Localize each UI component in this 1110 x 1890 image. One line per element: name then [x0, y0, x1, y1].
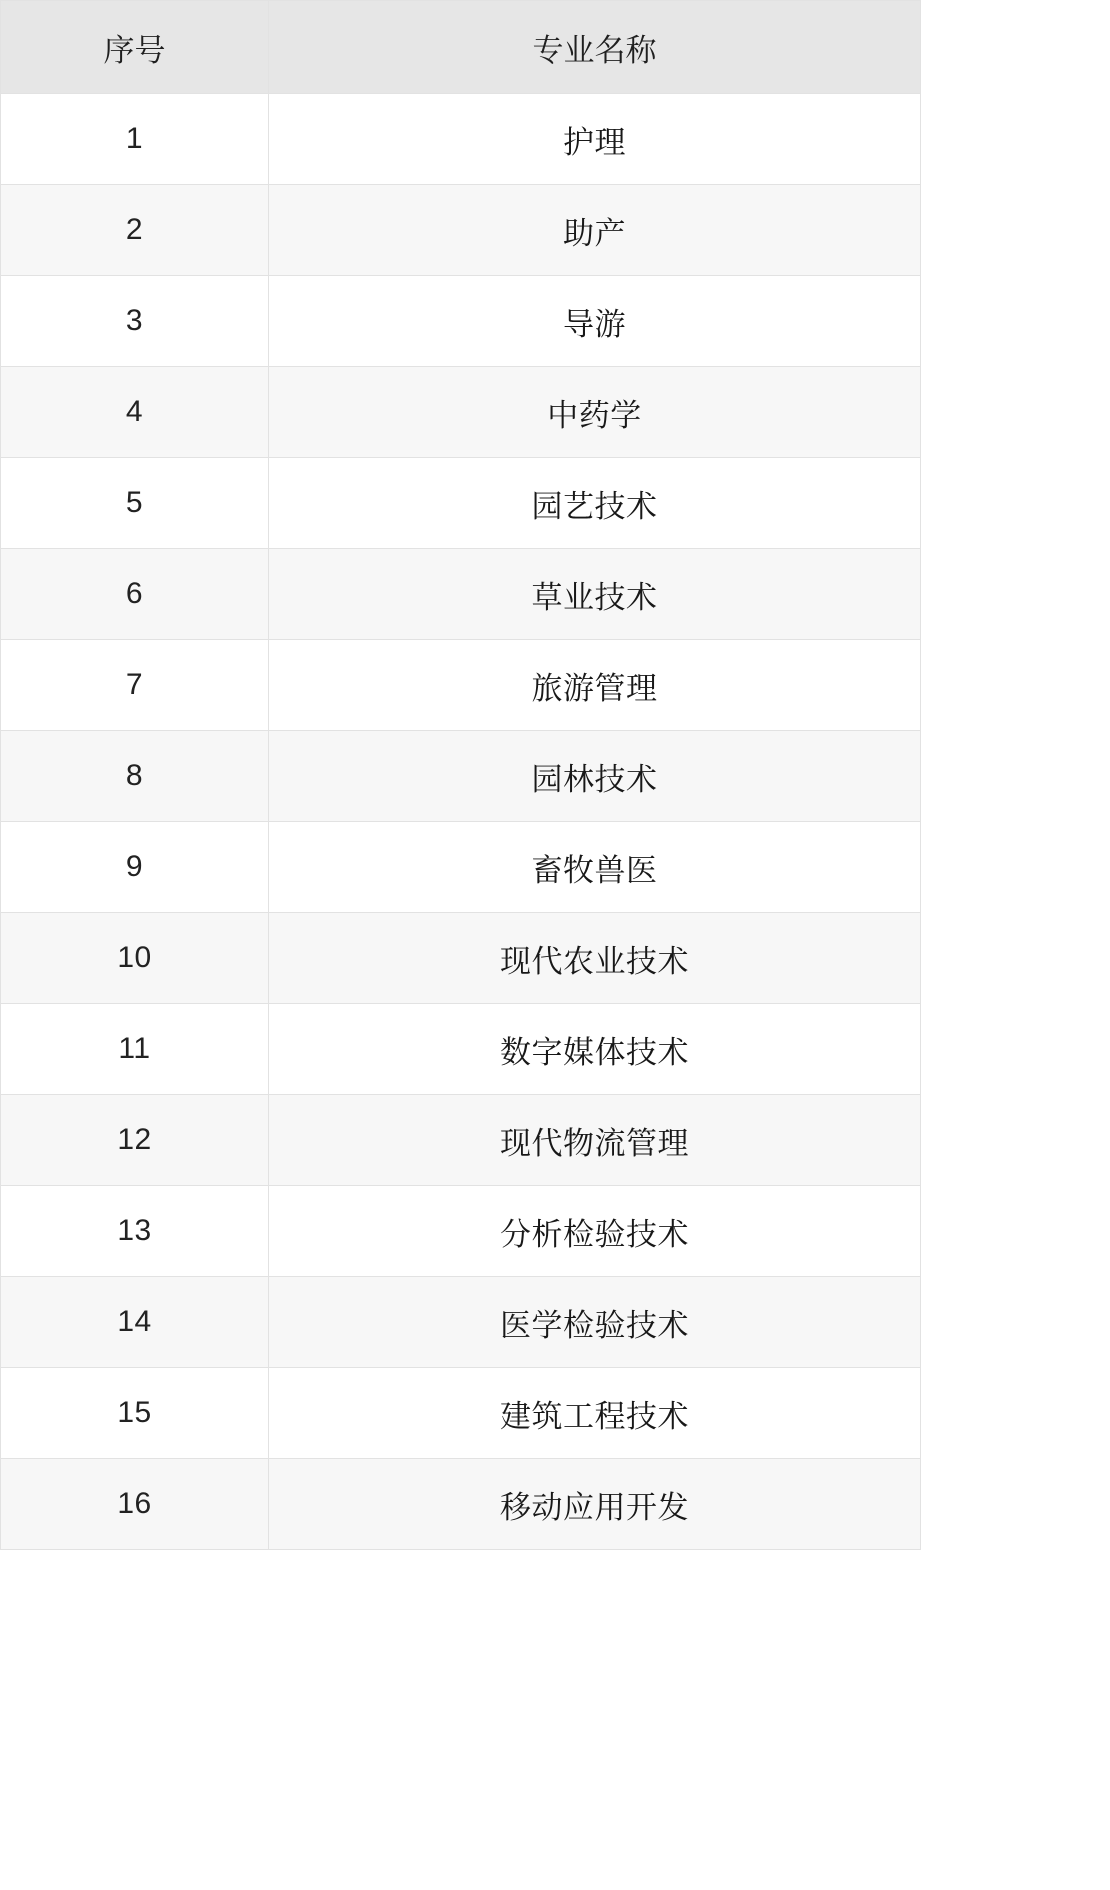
cell-major-name: 畜牧兽医 [269, 822, 921, 913]
cell-index: 13 [1, 1186, 269, 1277]
cell-index: 8 [1, 731, 269, 822]
cell-index: 10 [1, 913, 269, 1004]
cell-index: 12 [1, 1095, 269, 1186]
table-row [1, 94, 921, 185]
table-body [1, 94, 921, 1550]
cell-major-name: 园艺技术 [269, 458, 921, 549]
cell-major-name: 草业技术 [269, 549, 921, 640]
cell-major-name: 中药学 [269, 367, 921, 458]
cell-major-name: 助产 [269, 185, 921, 276]
cell-index: 2 [1, 185, 269, 276]
cell-major-name: 分析检验技术 [269, 1186, 921, 1277]
cell-index: 16 [1, 1459, 269, 1550]
cell-major-name: 数字媒体技术 [269, 1004, 921, 1095]
table-row [1, 458, 921, 549]
table-row [1, 1004, 921, 1095]
table-row [1, 276, 921, 367]
cell-index: 1 [1, 94, 269, 185]
cell-index: 3 [1, 276, 269, 367]
column-header-index: 序号 [1, 1, 269, 94]
cell-major-name: 移动应用开发 [269, 1459, 921, 1550]
table-row [1, 185, 921, 276]
cell-major-name: 导游 [269, 276, 921, 367]
cell-major-name: 旅游管理 [269, 640, 921, 731]
table-row [1, 731, 921, 822]
table-row [1, 822, 921, 913]
cell-index: 6 [1, 549, 269, 640]
cell-index: 5 [1, 458, 269, 549]
cell-index: 15 [1, 1368, 269, 1459]
table-row [1, 549, 921, 640]
cell-major-name: 现代农业技术 [269, 913, 921, 1004]
cell-index: 14 [1, 1277, 269, 1368]
cell-major-name: 园林技术 [269, 731, 921, 822]
table-row [1, 1277, 921, 1368]
table-row [1, 1095, 921, 1186]
cell-major-name: 现代物流管理 [269, 1095, 921, 1186]
table-header [1, 1, 921, 94]
cell-index: 7 [1, 640, 269, 731]
table-row [1, 367, 921, 458]
cell-index: 4 [1, 367, 269, 458]
cell-index: 9 [1, 822, 269, 913]
cell-major-name: 护理 [269, 94, 921, 185]
table-row [1, 913, 921, 1004]
cell-index: 11 [1, 1004, 269, 1095]
table-row [1, 640, 921, 731]
table-row [1, 1368, 921, 1459]
table-row [1, 1186, 921, 1277]
table-row [1, 1459, 921, 1550]
cell-major-name: 医学检验技术 [269, 1277, 921, 1368]
cell-major-name: 建筑工程技术 [269, 1368, 921, 1459]
column-header-name: 专业名称 [269, 1, 921, 94]
table-header-row [1, 1, 921, 94]
